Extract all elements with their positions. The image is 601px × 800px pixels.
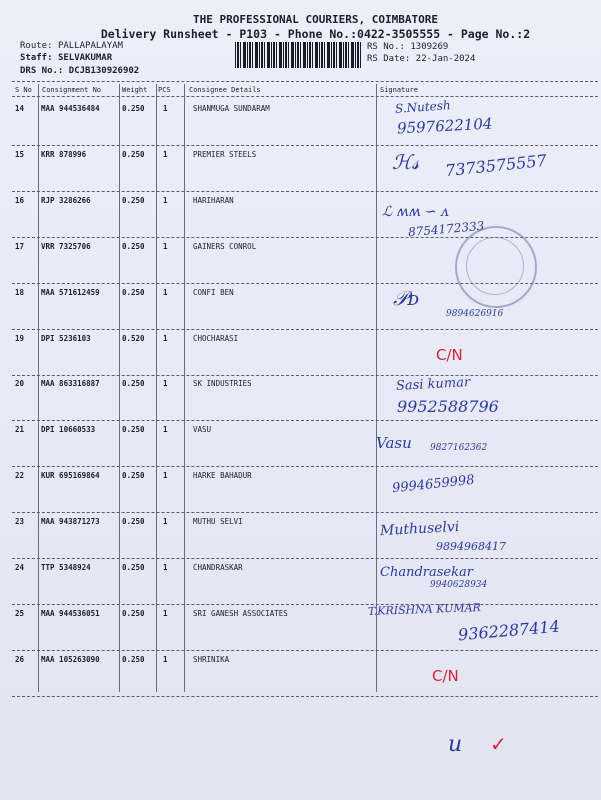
drs-label: DRS No.: <box>20 66 64 76</box>
cell-consignee: PREMIER STEELS <box>193 150 257 159</box>
rs-no-line <box>367 42 448 52</box>
cell-consignee: VASU <box>193 425 212 434</box>
cell-consignment-no: RJP 3286266 <box>41 196 91 205</box>
cell-weight: 0.250 <box>122 471 145 480</box>
cell-consignee: GAINERS CONROL <box>193 242 257 251</box>
cell-consignee: CHOCHARASI <box>193 334 239 343</box>
staff-value: SELVAKUMAR <box>57 53 113 63</box>
cell-consignment-no: VRR 7325706 <box>41 242 91 251</box>
cell-sno: 17 <box>15 242 25 251</box>
cell-weight: 0.250 <box>122 379 145 388</box>
cell-sno: 19 <box>15 334 25 343</box>
row-divider <box>12 604 598 605</box>
phone-15: 7373575557 <box>444 150 548 181</box>
cell-sno: 23 <box>15 517 25 526</box>
drs-value: DCJB130926902 <box>68 66 140 76</box>
cell-pcs: 1 <box>163 334 168 343</box>
phone-25: 9362287414 <box>457 616 561 645</box>
cell-weight: 0.250 <box>122 150 145 159</box>
cell-consignee: CHANDRASKAR <box>193 563 243 572</box>
cell-sno: 16 <box>15 196 25 205</box>
cell-sno: 14 <box>15 104 25 113</box>
cell-weight: 0.250 <box>122 425 145 434</box>
row-divider <box>12 145 598 146</box>
row-divider <box>12 420 598 421</box>
cell-sno: 25 <box>15 609 25 618</box>
table-header-rule <box>12 96 598 97</box>
barcode <box>235 42 361 68</box>
cell-consignment-no: TTP 5348924 <box>41 563 91 572</box>
cell-sno: 22 <box>15 471 25 480</box>
cell-consignment-no: MAA 863316887 <box>41 379 100 388</box>
cell-consignee: SK INDUSTRIES <box>193 379 252 388</box>
runsheet-subtitle: Delivery Runsheet - P103 - Phone No.:0422-3505555 - Page No.:2 <box>100 27 531 41</box>
col-header-consignment: Consignment No <box>42 86 102 94</box>
delivery-stamp <box>455 226 537 308</box>
col-divider <box>376 84 377 692</box>
rs-no-label: RS No.: <box>367 42 405 52</box>
rs-no-value: 1309269 <box>410 42 449 52</box>
cell-pcs: 1 <box>163 196 168 205</box>
signature-16-scribble: ℒ ʍʍ ∽ ᴧ <box>382 204 450 220</box>
phone-23: 9894968417 <box>436 540 506 553</box>
cell-consignee: SHANMUGA SUNDARAM <box>193 104 270 113</box>
cell-pcs: 1 <box>163 288 168 297</box>
row-divider <box>12 375 598 376</box>
cell-pcs: 1 <box>163 150 168 159</box>
row-divider <box>12 466 598 467</box>
col-header-signature: Signature <box>380 86 418 94</box>
cell-weight: 0.250 <box>122 196 145 205</box>
col-divider <box>119 84 120 692</box>
cell-pcs: 1 <box>163 379 168 388</box>
col-divider <box>38 84 39 692</box>
col-divider <box>184 84 185 692</box>
row-divider <box>12 191 598 192</box>
cell-consignee: MUTHU SELVI <box>193 517 243 526</box>
table-top-rule <box>12 81 598 82</box>
row-divider <box>12 512 598 513</box>
signature-23: Muthuselvi <box>379 518 460 540</box>
signature-20: Sasi kumar <box>395 375 471 394</box>
cell-weight: 0.250 <box>122 242 145 251</box>
col-header-sno: S No <box>15 86 32 94</box>
route-label: Route: <box>20 41 53 51</box>
cell-consignment-no: MAA 571612459 <box>41 288 100 297</box>
cell-consignee: SRI GANESH ASSOCIATES <box>193 609 288 618</box>
cell-consignment-no: KRR 878996 <box>41 150 87 159</box>
row-divider <box>12 696 598 697</box>
cn-mark-26: C/N <box>432 667 459 685</box>
signature-15-scribble: ℋ𝓈 <box>392 150 420 174</box>
cell-weight: 0.250 <box>122 609 145 618</box>
cell-consignment-no: MAA 944536051 <box>41 609 100 618</box>
phone-21: 9827162362 <box>430 443 488 453</box>
cell-weight: 0.520 <box>122 334 145 343</box>
cell-pcs: 1 <box>163 655 168 664</box>
cell-weight: 0.250 <box>122 288 145 297</box>
cell-pcs: 1 <box>163 563 168 572</box>
signature-18-scribble: 𝒫ᴅ <box>393 286 420 310</box>
rs-date-line <box>367 54 475 64</box>
cell-pcs: 1 <box>163 242 168 251</box>
phone-16: 8754172333 <box>407 218 485 240</box>
phone-14: 9597622104 <box>396 114 493 138</box>
cell-weight: 0.250 <box>122 563 145 572</box>
col-header-consignee: Consignee Details <box>189 86 261 94</box>
cell-consignment-no: MAA 943871273 <box>41 517 100 526</box>
tick-mark: ✓ <box>490 732 507 756</box>
cell-consignment-no: DPI 5236103 <box>41 334 91 343</box>
staff-label: Staff: <box>20 53 53 63</box>
cell-sno: 20 <box>15 379 25 388</box>
cell-consignee: CONFI BEN <box>193 288 234 297</box>
route-value: PALLAPALAYAM <box>57 41 123 51</box>
signature-25: T.KRISHNA KUMAR <box>367 601 482 618</box>
cell-sno: 15 <box>15 150 25 159</box>
phone-24: 9940628934 <box>430 580 488 590</box>
col-header-weight: Weight <box>122 86 148 94</box>
cell-pcs: 1 <box>163 471 168 480</box>
row-divider <box>12 329 598 330</box>
cell-consignee: HARKE BAHADUR <box>193 471 252 480</box>
cell-consignment-no: MAA 944536484 <box>41 104 100 113</box>
cell-pcs: 1 <box>163 609 168 618</box>
route-line <box>20 41 123 51</box>
col-header-pcs: PCS <box>158 86 171 94</box>
rs-date-label: RS Date: <box>367 54 411 64</box>
cn-mark-19: C/N <box>436 346 463 364</box>
phone-20: 9952588796 <box>397 397 499 416</box>
row-divider <box>12 558 598 559</box>
staff-line <box>20 53 112 63</box>
cell-sno: 26 <box>15 655 25 664</box>
rs-date-value: 22-Jan-2024 <box>415 54 476 64</box>
cell-weight: 0.250 <box>122 517 145 526</box>
cell-pcs: 1 <box>163 517 168 526</box>
cell-consignee: SHRINIKA <box>193 655 230 664</box>
cell-sno: 21 <box>15 425 25 434</box>
row-divider <box>12 650 598 651</box>
cell-pcs: 1 <box>163 425 168 434</box>
cell-consignee: HARIHARAN <box>193 196 234 205</box>
cell-consignment-no: MAA 105263090 <box>41 655 100 664</box>
cell-weight: 0.250 <box>122 655 145 664</box>
col-divider <box>156 84 157 692</box>
cell-sno: 24 <box>15 563 25 572</box>
signature-14: S.Nutesh <box>394 98 452 116</box>
cell-consignment-no: DPI 10660533 <box>41 425 96 434</box>
signature-21: Vasu <box>376 434 412 452</box>
drs-line <box>20 66 139 76</box>
signature-24: Chandrasekar <box>380 565 473 580</box>
cell-weight: 0.250 <box>122 104 145 113</box>
cell-sno: 18 <box>15 288 25 297</box>
cell-pcs: 1 <box>163 104 168 113</box>
phone-18: 9894626916 <box>446 309 504 319</box>
cell-consignment-no: KUR 695169864 <box>41 471 100 480</box>
phone-22: 9994659998 <box>391 472 476 497</box>
company-title: THE PROFESSIONAL COURIERS, COIMBATORE <box>192 13 439 26</box>
bottom-handwritten-mark: u <box>448 732 463 757</box>
